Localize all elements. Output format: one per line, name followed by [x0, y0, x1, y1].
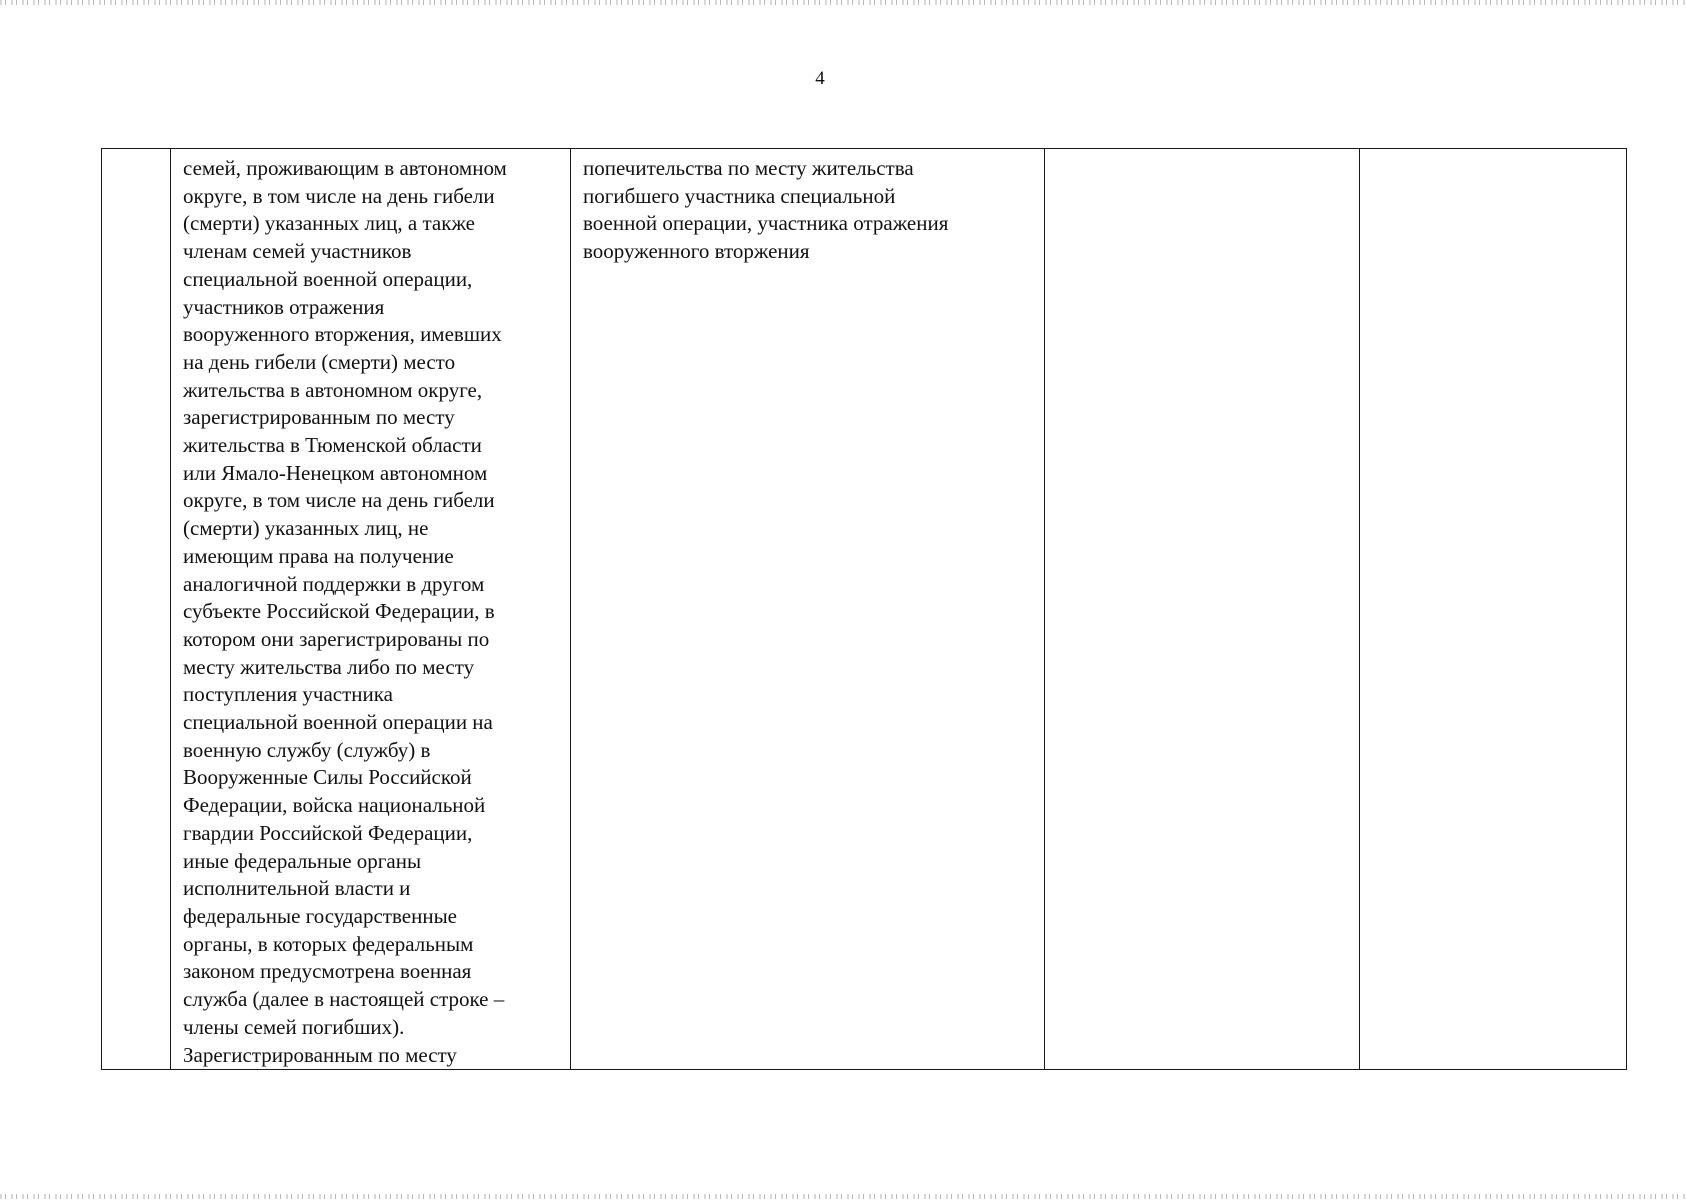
table-row [102, 149, 1627, 1070]
cell-col5-text [1360, 149, 1626, 155]
cell-conditions-text: попечительства по месту жительства погибшего участника специальной военной операции, участника отражения вооруженного вторжения [583, 156, 949, 264]
cell-col4-text [1045, 149, 1359, 155]
document-table [101, 148, 1627, 1070]
table-cell-empty-4 [1045, 149, 1360, 1070]
table-cell-conditions [571, 149, 1045, 1070]
table-cell-number [102, 149, 171, 1070]
table-cell-empty-5 [1360, 149, 1627, 1070]
scan-edge-bottom [0, 1194, 1686, 1199]
cell-number-text [102, 149, 170, 155]
table-cell-recipients [171, 149, 571, 1070]
cell-recipients-text: семей, проживающим в автономном округе, в том числе на день гибели (смерти) указанных лиц, а также членам семей участников специальной военной операции, участников отражения вооруженного вторжения, имевших на день гибели (смерти) место жительства в автономном округе, зарегистрированным по месту жительства в Тюменской области или Ямало-Ненецком автономном округе, в том числе на день гибели (смерти) указанных лиц, не имеющим права на получение аналогичной поддержки в другом субъекте Российской Федерации, в котором они зарегистрированы по месту жительства либо по месту поступления участника специальной военной операции на военную службу (службу) в Вооруженные Силы Российской Федерации, войска национальной гвардии Российской Федерации, иные федеральные органы исполнительной власти и федеральные государственные органы, в которых федеральным законом предусмотрена военная служба (далее в настоящей строке – члены семей погибших). Зарегистрированным по месту [183, 156, 507, 1067]
scan-edge-top [0, 0, 1686, 5]
page-number: 4 [815, 68, 825, 89]
